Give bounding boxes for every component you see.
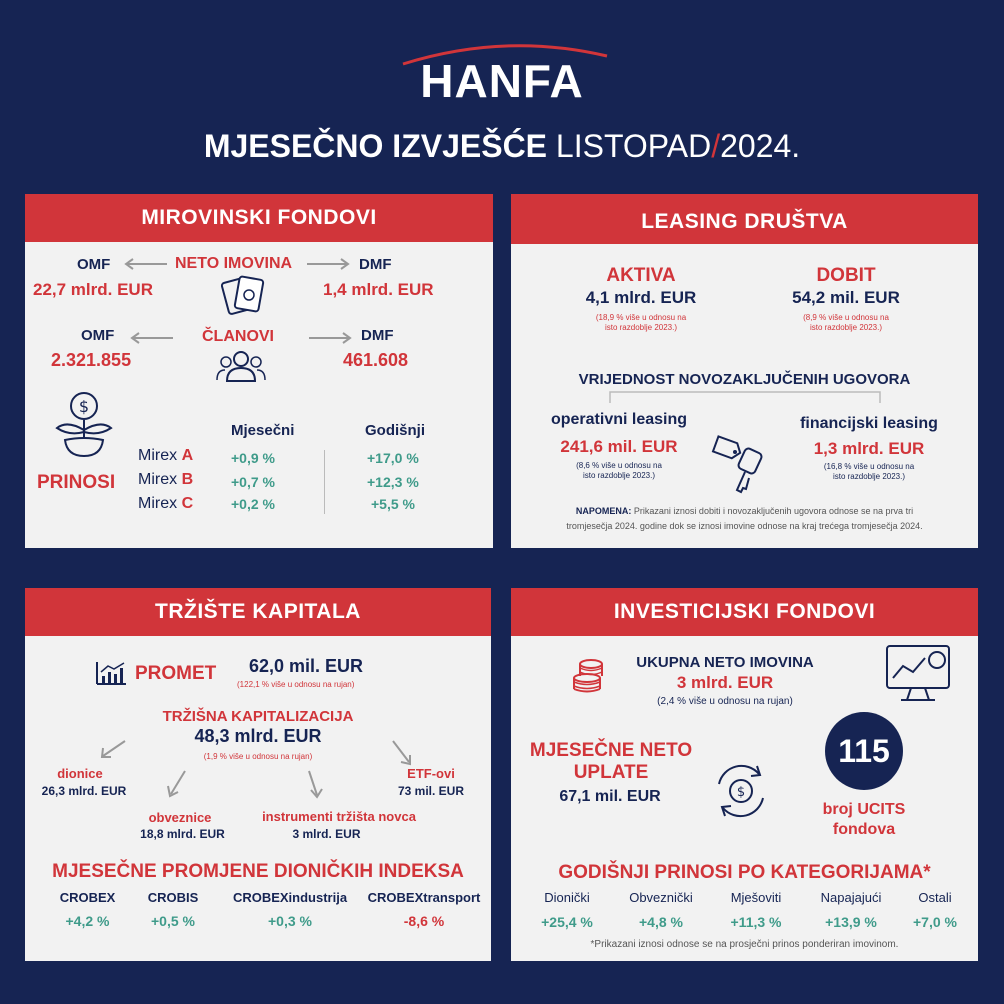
dmf-label-2: DMF	[361, 327, 394, 344]
obveznice-label: obveznice	[148, 810, 212, 825]
operativni-note: (8,6 % više u odnosu na isto razdoblje 2023.)	[576, 461, 662, 480]
index-name: CROBIS	[147, 890, 199, 905]
arrow-left-icon	[129, 332, 175, 344]
svg-text:$: $	[78, 397, 90, 416]
dionice-value: 26,3 mlrd. EUR	[41, 784, 127, 798]
etf-value: 73 mil. EUR	[397, 784, 465, 798]
title-slash: /	[711, 128, 721, 164]
mirex-b-godisnji: +12,3 %	[367, 474, 419, 490]
kategorija-name: Mješoviti	[730, 890, 782, 905]
kategorija-value: +7,0 %	[913, 914, 957, 930]
footnote: *Prikazani iznosi odnose se na prosječni prinos ponderiran imovinom.	[590, 939, 899, 950]
mirex-c-godisnji: +5,5 %	[371, 496, 415, 512]
dobit-label: DOBIT	[816, 265, 876, 286]
panel-investicijski	[511, 588, 978, 961]
kategorija-value: +11,3 %	[730, 914, 782, 930]
coins-icon	[569, 656, 611, 694]
dobit-value: 54,2 mil. EUR	[792, 288, 900, 307]
promet-value: 62,0 mil. EUR	[249, 656, 364, 676]
col-mjesecni: Mjesečni	[231, 422, 295, 439]
panel-mirovinski	[25, 194, 493, 548]
financijski-note: (16,8 % više u odnosu na isto razdoblje 2023.)	[823, 462, 915, 481]
dmf-label: DMF	[359, 256, 392, 273]
chart-icon	[95, 660, 127, 686]
operativni-label: operativni leasing	[550, 411, 688, 428]
mirex-b-mjesecni: +0,7 %	[231, 474, 275, 490]
neto-uplate-label: MJESEČNE NETO UPLATE	[529, 740, 693, 783]
index-name: CROBEXindustrija	[232, 890, 348, 905]
clanovi-label: ČLANOVI	[202, 328, 274, 345]
money-icon	[221, 274, 267, 316]
kapitalizacija-label: TRŽIŠNA KAPITALIZACIJA	[162, 708, 354, 725]
arrow-right-icon	[305, 258, 351, 270]
financijski-value: 1,3 mlrd. EUR	[813, 439, 925, 458]
mirex-c-mjesecni: +0,2 %	[231, 496, 275, 512]
kategorija-name: Ostali	[918, 890, 952, 905]
aktiva-label: AKTIVA	[606, 265, 676, 286]
logo: HANFA	[420, 55, 584, 107]
money-cycle-icon	[707, 760, 775, 822]
panel-title: INVESTICIJSKI FONDOVI	[511, 588, 978, 636]
panel-leasing	[511, 194, 978, 548]
neto-imovina-label: NETO IMOVINA	[175, 255, 293, 272]
ukupna-neto-label: UKUPNA NETO IMOVINA	[636, 654, 814, 671]
kategorija-value: +25,4 %	[541, 914, 593, 930]
title-bold: MJESEČNO IZVJEŠĆE	[203, 128, 548, 164]
title-month: LISTOPAD	[555, 128, 712, 164]
title-year: 2024.	[720, 128, 801, 164]
col-godisnji: Godišnji	[365, 422, 425, 439]
svg-text:$: $	[736, 785, 746, 800]
mirex-c-label: Mirex C	[138, 495, 194, 512]
dmf-imovina-value: 1,4 mlrd. EUR	[323, 280, 434, 299]
mirex-a-godisnji: +17,0 %	[367, 450, 419, 466]
kapitalizacija-value: 48,3 mlrd. EUR	[194, 726, 322, 746]
arrow-down-left-icon	[97, 738, 129, 760]
page-title	[100, 128, 904, 165]
aktiva-value: 4,1 mlrd. EUR	[585, 288, 697, 307]
instrumenti-label: instrumenti tržišta novca	[262, 809, 416, 824]
money-plant-icon	[47, 384, 117, 460]
index-value: +0,3 %	[268, 913, 312, 929]
index-name: CROBEX	[59, 890, 116, 905]
operativni-value: 241,6 mil. EUR	[560, 437, 678, 456]
arrow-left-icon	[123, 258, 169, 270]
ucits-count-badge: 115	[825, 712, 903, 790]
instrumenti-value: 3 mlrd. EUR	[292, 827, 361, 841]
index-name: CROBEXtransport	[367, 890, 481, 905]
panel-trziste	[25, 588, 491, 961]
ugovori-title: VRIJEDNOST NOVOZAKLJUČENIH UGOVORA	[578, 371, 911, 388]
arrow-down-right-icon	[305, 768, 325, 800]
omf-imovina-value: 22,7 mlrd. EUR	[33, 280, 153, 299]
prinosi-kategorije-title: GODIŠNJI PRINOSI PO KATEGORIJAMA*	[558, 862, 931, 883]
prinosi-label: PRINOSI	[37, 472, 116, 493]
dmf-clanovi-value: 461.608	[343, 350, 409, 370]
dionice-label: dionice	[57, 766, 103, 781]
ukupna-neto-note: (2,4 % više u odnosu na rujan)	[657, 696, 793, 707]
bracket-line	[609, 390, 881, 404]
omf-label-2: OMF	[81, 327, 115, 344]
kapitalizacija-note: (1,9 % više u odnosu na rujan)	[203, 752, 313, 761]
panel-title: MIROVINSKI FONDOVI	[25, 194, 493, 242]
obveznice-value: 18,8 mlrd. EUR	[140, 827, 225, 841]
monitor-chart-icon	[883, 642, 955, 708]
etf-label: ETF-ovi	[407, 766, 455, 781]
ukupna-neto-value: 3 mlrd. EUR	[676, 673, 774, 692]
panel-title: TRŽIŠTE KAPITALA	[25, 588, 491, 636]
arrow-down-left-icon	[163, 768, 189, 800]
mirex-a-mjesecni: +0,9 %	[231, 450, 275, 466]
kategorija-value: +4,8 %	[639, 914, 683, 930]
car-key-icon	[711, 434, 765, 496]
index-value: +4,2 %	[65, 913, 110, 929]
mirex-b-label: Mirex B	[138, 471, 194, 488]
kategorija-name: Dionički	[544, 890, 590, 905]
mirex-a-label: Mirex A	[138, 447, 194, 464]
arrow-down-right-icon	[389, 738, 415, 768]
people-icon	[215, 348, 267, 384]
omf-label: OMF	[77, 256, 111, 273]
promet-note: (122,1 % više u odnosu na rujan)	[237, 680, 355, 689]
napomena: NAPOMENA: Prikazani iznosi dobiti i novozaključenih ugovora odnose se na prva tri tromjesečja 2024. godine dok se iznosi imovine odnose na kraj trećega tromjesečja 2024.	[566, 506, 923, 531]
index-value: +0,5 %	[151, 913, 195, 929]
arrow-right-icon	[307, 332, 353, 344]
promet-label: PROMET	[135, 663, 217, 684]
ucits-label: broj UCITS fondova	[822, 801, 906, 838]
kategorija-name: Obveznički	[629, 890, 693, 905]
aktiva-note: (18,9 % više u odnosu na isto razdoblje 2023.)	[595, 313, 687, 332]
column-divider	[324, 450, 325, 514]
kategorija-name: Napajajući	[820, 890, 882, 905]
index-value: -8,6 %	[403, 913, 445, 929]
kategorija-value: +13,9 %	[825, 914, 877, 930]
panel-title: LEASING DRUŠTVA	[511, 194, 978, 244]
dobit-note: (8,9 % više u odnosu na isto razdoblje 2023.)	[803, 313, 889, 332]
financijski-label: financijski leasing	[800, 415, 938, 432]
indeksi-title: MJESEČNE PROMJENE DIONIČKIH INDEKSA	[52, 861, 464, 882]
neto-uplate-value: 67,1 mil. EUR	[559, 788, 661, 805]
omf-clanovi-value: 2.321.855	[51, 350, 132, 370]
